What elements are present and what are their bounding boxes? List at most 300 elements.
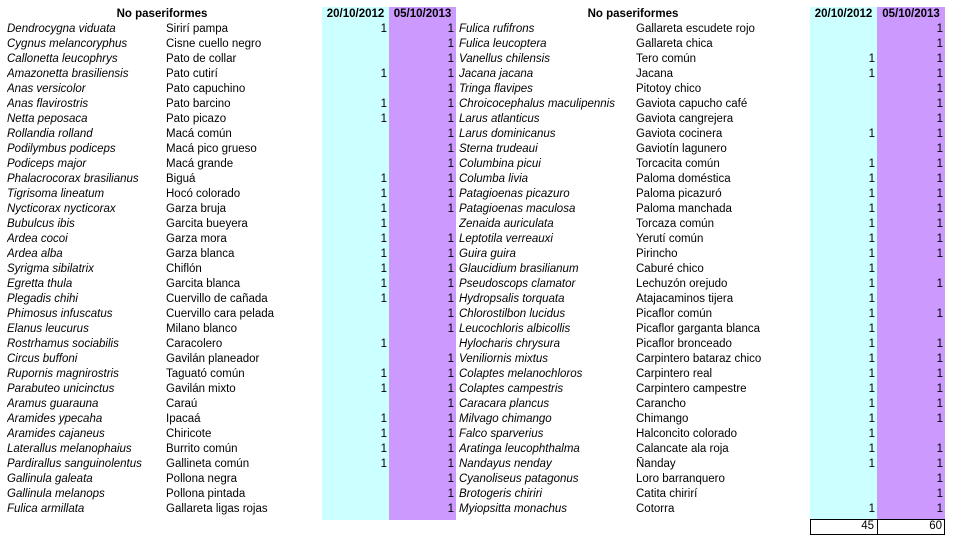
- count-date1: 1: [380, 23, 387, 35]
- common-name: Gavilán planeador: [166, 353, 260, 365]
- count-date1: 1: [868, 368, 875, 380]
- common-name: Ipacaá: [166, 413, 201, 425]
- count-date1: 1: [868, 173, 875, 185]
- common-name: Pollona negra: [166, 473, 237, 485]
- count-date2: 1: [447, 368, 454, 380]
- count-date1: [322, 322, 389, 337]
- table-row: [457, 97, 957, 112]
- count-date1: [322, 502, 389, 517]
- count-date2: 1: [936, 503, 943, 515]
- count-date2: 1: [447, 413, 454, 425]
- common-name: Paloma manchada: [636, 203, 732, 215]
- count-date1: [322, 397, 389, 412]
- common-name: Picaflor garganta blanca: [636, 323, 761, 335]
- scientific-name: Pardirallus sanguinolentus: [7, 458, 142, 470]
- table-row: [0, 352, 460, 367]
- table-row: [0, 337, 460, 352]
- table-row: [457, 382, 957, 397]
- count-date2: 1: [936, 173, 943, 185]
- common-name: Tero común: [636, 53, 697, 65]
- common-name: Halconcito colorado: [636, 428, 738, 440]
- scientific-name: Amazonetta brasiliensis: [7, 68, 129, 80]
- common-name: Pitotoy chico: [636, 83, 702, 95]
- count-date1: 1: [380, 293, 387, 305]
- common-name: Picaflor bronceado: [636, 338, 732, 350]
- scientific-name: Netta peposaca: [7, 113, 88, 125]
- table-row: [457, 202, 957, 217]
- right-date1-header: 20/10/2012: [814, 8, 873, 20]
- table-row: [0, 367, 460, 382]
- table-row: [457, 127, 957, 142]
- common-name: Carpintero campestre: [636, 383, 747, 395]
- count-date1: 1: [868, 203, 875, 215]
- common-name: Macá pico grueso: [166, 143, 257, 155]
- table-row: [0, 442, 460, 457]
- scientific-name: Ardea alba: [7, 248, 63, 260]
- count-date1: 1: [868, 158, 875, 170]
- count-date1: [810, 97, 877, 112]
- scientific-name: Egretta thula: [7, 278, 73, 290]
- count-date2: 1: [936, 398, 943, 410]
- table-row: [0, 487, 460, 502]
- count-date2: [389, 217, 456, 232]
- table-row: [457, 322, 957, 337]
- table-row: [0, 202, 460, 217]
- scientific-name: Hylocharis chrysura: [459, 338, 560, 350]
- table-row: [457, 502, 957, 517]
- common-name: Garza bruja: [166, 203, 227, 215]
- count-date1: 1: [868, 353, 875, 365]
- scientific-name: Rostrhamus sociabilis: [7, 338, 119, 350]
- count-date1: 1: [868, 458, 875, 470]
- table-row: [0, 157, 460, 172]
- count-date2: 1: [936, 413, 943, 425]
- right-group-header: No paseriformes: [587, 8, 679, 20]
- scientific-name: Brotogeris chiriri: [459, 488, 543, 500]
- count-date1: 1: [380, 278, 387, 290]
- left-group-header: No paseriformes: [116, 8, 208, 20]
- scientific-name: Colaptes campestris: [459, 383, 564, 395]
- count-date2: 1: [936, 23, 943, 35]
- table-row: [457, 472, 957, 487]
- table-row: [0, 427, 460, 442]
- scientific-name: Caracara plancus: [459, 398, 550, 410]
- common-name: Atajacaminos tijera: [636, 293, 734, 305]
- table-row: [0, 172, 460, 187]
- common-name: Caraú: [166, 398, 198, 410]
- totals-left-border: [810, 519, 811, 535]
- count-date2: 1: [447, 353, 454, 365]
- table-row: [457, 307, 957, 322]
- count-date2: 1: [936, 98, 943, 110]
- table-row: [0, 52, 460, 67]
- common-name: Picaflor común: [636, 308, 713, 320]
- table-row: [0, 22, 460, 37]
- scientific-name: Veniliornis mixtus: [459, 353, 549, 365]
- common-name: Gavilán mixto: [166, 383, 236, 395]
- count-date2: 1: [447, 428, 454, 440]
- count-date1: 1: [868, 503, 875, 515]
- table-row: [0, 277, 460, 292]
- count-date2: 1: [447, 443, 454, 455]
- scientific-name: Ardea cocoi: [7, 233, 68, 245]
- common-name: Carpintero bataraz chico: [636, 353, 762, 365]
- scientific-name: Colaptes melanochloros: [459, 368, 583, 380]
- common-name: Burrito común: [166, 443, 238, 455]
- common-name: Jacana: [636, 68, 674, 80]
- count-date1: 1: [380, 233, 387, 245]
- count-date2: 1: [447, 293, 454, 305]
- scientific-name: Aratinga leucophthalma: [459, 443, 580, 455]
- scientific-name: Fulica rufifrons: [459, 23, 535, 35]
- table-row: [0, 457, 460, 472]
- scientific-name: Chlorostilbon lucidus: [459, 308, 566, 320]
- common-name: Pollona pintada: [166, 488, 246, 500]
- table-row: [457, 217, 957, 232]
- common-name: Gaviota cocinera: [636, 128, 723, 140]
- common-name: Chimango: [636, 413, 689, 425]
- common-name: Catita chirirí: [636, 488, 698, 500]
- count-date1: 1: [380, 248, 387, 260]
- scientific-name: Anas versicolor: [7, 83, 86, 95]
- scientific-name: Elanus leucurus: [7, 323, 89, 335]
- count-date1: [322, 352, 389, 367]
- count-date2: 1: [936, 353, 943, 365]
- count-date1: [322, 142, 389, 157]
- count-date1: 1: [868, 53, 875, 65]
- count-date2: [877, 427, 945, 442]
- count-date2: 1: [936, 143, 943, 155]
- count-date1: [322, 52, 389, 67]
- count-date2: 1: [447, 248, 454, 260]
- scientific-name: Circus buffoni: [7, 353, 78, 365]
- count-date1: 1: [380, 443, 387, 455]
- common-name: Lechuzón orejudo: [636, 278, 728, 290]
- scientific-name: Chroicocephalus maculipennis: [459, 98, 615, 110]
- table-row: [457, 487, 957, 502]
- common-name: Gaviota cangrejera: [636, 113, 734, 125]
- scientific-name: Larus atlanticus: [459, 113, 540, 125]
- table-row: [457, 397, 957, 412]
- count-date1: 1: [380, 383, 387, 395]
- count-date1: 1: [868, 398, 875, 410]
- count-date2: 1: [936, 488, 943, 500]
- count-date2: 1: [936, 68, 943, 80]
- table-row: [457, 427, 957, 442]
- count-date2: 1: [447, 188, 454, 200]
- table-row: [0, 37, 460, 52]
- scientific-name: Phalacrocorax brasilianus: [7, 173, 139, 185]
- common-name: Macá grande: [166, 158, 234, 170]
- table-row: [0, 262, 460, 277]
- count-date1: 1: [868, 293, 875, 305]
- table-row: [457, 187, 957, 202]
- count-date1: [810, 487, 877, 502]
- table-row: [0, 247, 460, 262]
- scientific-name: Aramides cajaneus: [7, 428, 105, 440]
- count-date2: [877, 322, 945, 337]
- right-date2-header: 05/10/2013: [882, 8, 940, 20]
- table-row: [0, 322, 460, 337]
- count-date2: 1: [936, 278, 943, 290]
- scientific-name: Syrigma sibilatrix: [7, 263, 94, 275]
- common-name: Garcita blanca: [166, 278, 241, 290]
- total-date2: 60: [929, 520, 942, 532]
- table-row: [0, 187, 460, 202]
- common-name: Gallineta común: [166, 458, 250, 470]
- count-date2: 1: [447, 143, 454, 155]
- common-name: Pato barcino: [166, 98, 231, 110]
- common-name: Taguató común: [166, 368, 245, 380]
- scientific-name: Tigrisoma lineatum: [7, 188, 105, 200]
- count-date2: 1: [447, 473, 454, 485]
- table-row: [0, 127, 460, 142]
- scientific-name: Parabuteo unicinctus: [7, 383, 115, 395]
- scientific-name: Larus dominicanus: [459, 128, 556, 140]
- table-row: [0, 502, 460, 517]
- count-date1: [322, 127, 389, 142]
- common-name: Gallareta chica: [636, 38, 713, 50]
- scientific-name: Cygnus melancoryphus: [7, 38, 128, 50]
- count-date2: [877, 262, 945, 277]
- table-row: [457, 22, 957, 37]
- scientific-name: Leptotila verreauxi: [459, 233, 553, 245]
- count-date1: 1: [380, 338, 387, 350]
- count-date1: [322, 472, 389, 487]
- count-date2: 1: [936, 158, 943, 170]
- scientific-name: Fulica leucoptera: [459, 38, 547, 50]
- scientific-name: Gallinula melanops: [7, 488, 105, 500]
- left-date2-header: 05/10/2013: [393, 8, 452, 20]
- table-row: [0, 97, 460, 112]
- count-date1: 1: [868, 218, 875, 230]
- count-date2: 1: [447, 128, 454, 140]
- count-date2: 1: [447, 278, 454, 290]
- count-date2: 1: [447, 113, 454, 125]
- table-row: [0, 142, 460, 157]
- count-date1: [322, 82, 389, 97]
- common-name: Milano blanco: [166, 323, 237, 335]
- count-date1: 1: [868, 383, 875, 395]
- scientific-name: Laterallus melanophaius: [7, 443, 132, 455]
- count-date1: 1: [868, 428, 875, 440]
- totals-right-border: [944, 519, 945, 535]
- common-name: Chiricote: [166, 428, 212, 440]
- count-date2: 1: [447, 83, 454, 95]
- count-date2: 1: [447, 158, 454, 170]
- count-date1: 1: [380, 368, 387, 380]
- common-name: Yerutí común: [636, 233, 704, 245]
- common-name: Macá común: [166, 128, 232, 140]
- common-name: Caburé chico: [636, 263, 704, 275]
- right-header-row: [457, 7, 957, 22]
- table-row: [0, 292, 460, 307]
- count-date1: 1: [380, 68, 387, 80]
- table-row: [457, 352, 957, 367]
- left-date1-header: 20/10/2012: [326, 8, 385, 20]
- common-name: Loro barranquero: [636, 473, 725, 485]
- count-date2: 1: [447, 398, 454, 410]
- count-date2: 1: [936, 368, 943, 380]
- count-date2: 1: [936, 308, 943, 320]
- common-name: Pirincho: [636, 248, 678, 260]
- table-row: [457, 277, 957, 292]
- count-date2: 1: [936, 473, 943, 485]
- table-row: [0, 397, 460, 412]
- table-row: [457, 67, 957, 82]
- scientific-name: Vanellus chilensis: [459, 53, 550, 65]
- count-date1: [322, 307, 389, 322]
- table-row: [457, 292, 957, 307]
- common-name: Garza mora: [166, 233, 227, 245]
- count-date1: 1: [868, 128, 875, 140]
- count-date1: [810, 112, 877, 127]
- scientific-name: Jacana jacana: [459, 68, 534, 80]
- table-row: [0, 82, 460, 97]
- scientific-name: Podilymbus podiceps: [7, 143, 116, 155]
- count-date1: [810, 22, 877, 37]
- left-header-row: [0, 7, 460, 22]
- count-date2: [877, 292, 945, 307]
- common-name: Gaviotín lagunero: [636, 143, 727, 155]
- count-date2: 1: [936, 383, 943, 395]
- count-date2: 1: [936, 443, 943, 455]
- count-date1: 1: [868, 323, 875, 335]
- common-name: Torcaza común: [636, 218, 714, 230]
- scientific-name: Columbina picui: [459, 158, 541, 170]
- scientific-name: Nycticorax nycticorax: [7, 203, 116, 215]
- scientific-name: Patagioenas maculosa: [459, 203, 576, 215]
- count-date2: 1: [936, 218, 943, 230]
- scientific-name: Hydropsalis torquata: [459, 293, 565, 305]
- table-row: [457, 112, 957, 127]
- table-row: [457, 337, 957, 352]
- common-name: Cuervillo de cañada: [166, 293, 268, 305]
- total-date1: 45: [861, 520, 874, 532]
- count-date2: 1: [936, 83, 943, 95]
- table-row: [0, 472, 460, 487]
- count-date2: 1: [447, 263, 454, 275]
- scientific-name: Bubulcus ibis: [7, 218, 75, 230]
- table-row: [457, 367, 957, 382]
- right-species-table: [457, 7, 957, 543]
- scientific-name: Milvago chimango: [459, 413, 552, 425]
- scientific-name: Fulica armillata: [7, 503, 85, 515]
- count-date2: 1: [447, 488, 454, 500]
- scientific-name: Zenaida auriculata: [459, 218, 554, 230]
- count-date2: 1: [447, 203, 454, 215]
- count-date2: 1: [447, 458, 454, 470]
- common-name: Cisne cuello negro: [166, 38, 262, 50]
- count-date1: 1: [380, 98, 387, 110]
- count-date1: 1: [868, 443, 875, 455]
- scientific-name: Callonetta leucophrys: [7, 53, 118, 65]
- common-name: Chiflón: [166, 263, 202, 275]
- common-name: Gallareta ligas rojas: [166, 503, 268, 515]
- common-name: Gaviota capucho café: [636, 98, 748, 110]
- common-name: Cotorra: [636, 503, 675, 515]
- table-row: [457, 262, 957, 277]
- count-date2: 1: [936, 188, 943, 200]
- common-name: Carancho: [636, 398, 686, 410]
- scientific-name: Sterna trudeaui: [459, 143, 538, 155]
- scientific-name: Patagioenas picazuro: [459, 188, 570, 200]
- scientific-name: Columba livia: [459, 173, 529, 185]
- common-name: Paloma doméstica: [636, 173, 731, 185]
- table-row: [457, 232, 957, 247]
- count-date1: 1: [380, 203, 387, 215]
- count-date1: 1: [868, 68, 875, 80]
- common-name: Paloma picazuró: [636, 188, 722, 200]
- count-date1: [322, 37, 389, 52]
- common-name: Pato capuchino: [166, 83, 246, 95]
- common-name: Biguá: [166, 173, 196, 185]
- count-date1: 1: [868, 233, 875, 245]
- common-name: Carpintero real: [636, 368, 713, 380]
- count-date1: [810, 142, 877, 157]
- count-date2: 1: [447, 308, 454, 320]
- count-date2: 1: [936, 233, 943, 245]
- common-name: Ñanday: [636, 458, 676, 470]
- scientific-name: Aramides ypecaha: [7, 413, 103, 425]
- count-date1: 1: [868, 308, 875, 320]
- count-date1: 1: [380, 413, 387, 425]
- count-date2: 1: [447, 173, 454, 185]
- table-row: [457, 457, 957, 472]
- common-name: Garza blanca: [166, 248, 235, 260]
- count-date1: 1: [868, 188, 875, 200]
- common-name: Hocó colorado: [166, 188, 241, 200]
- count-date1: 1: [868, 413, 875, 425]
- count-date2: 1: [936, 38, 943, 50]
- count-date1: 1: [380, 173, 387, 185]
- table-row: [457, 142, 957, 157]
- count-date2: 1: [936, 113, 943, 125]
- count-date2: 1: [936, 458, 943, 470]
- common-name: Calancate ala roja: [636, 443, 729, 455]
- count-date1: 1: [380, 428, 387, 440]
- common-name: Torcacita común: [636, 158, 720, 170]
- count-date1: 1: [380, 188, 387, 200]
- count-date1: [322, 157, 389, 172]
- scientific-name: Guira guira: [459, 248, 516, 260]
- table-row: [0, 232, 460, 247]
- common-name: Pato picazo: [166, 113, 227, 125]
- count-date2: 1: [447, 53, 454, 65]
- scientific-name: Cyanoliseus patagonus: [459, 473, 579, 485]
- count-date1: 1: [868, 263, 875, 275]
- table-row: [0, 382, 460, 397]
- scientific-name: Tringa flavipes: [459, 83, 533, 95]
- common-name: Pato de collar: [166, 53, 237, 65]
- table-row: [457, 157, 957, 172]
- table-row: [0, 217, 460, 232]
- count-date1: 1: [380, 263, 387, 275]
- count-date1: [810, 82, 877, 97]
- scientific-name: Plegadis chihi: [7, 293, 78, 305]
- scientific-name: Podiceps major: [7, 158, 87, 170]
- count-date1: 1: [380, 218, 387, 230]
- count-date1: [810, 472, 877, 487]
- common-name: Sirirí pampa: [166, 23, 228, 35]
- table-row: [457, 52, 957, 67]
- count-date2: 1: [447, 68, 454, 80]
- scientific-name: Anas flavirostris: [7, 98, 89, 110]
- count-date1: 1: [380, 113, 387, 125]
- count-date2: [389, 337, 456, 352]
- count-date2: 1: [936, 128, 943, 140]
- common-name: Cuervillo cara pelada: [166, 308, 275, 320]
